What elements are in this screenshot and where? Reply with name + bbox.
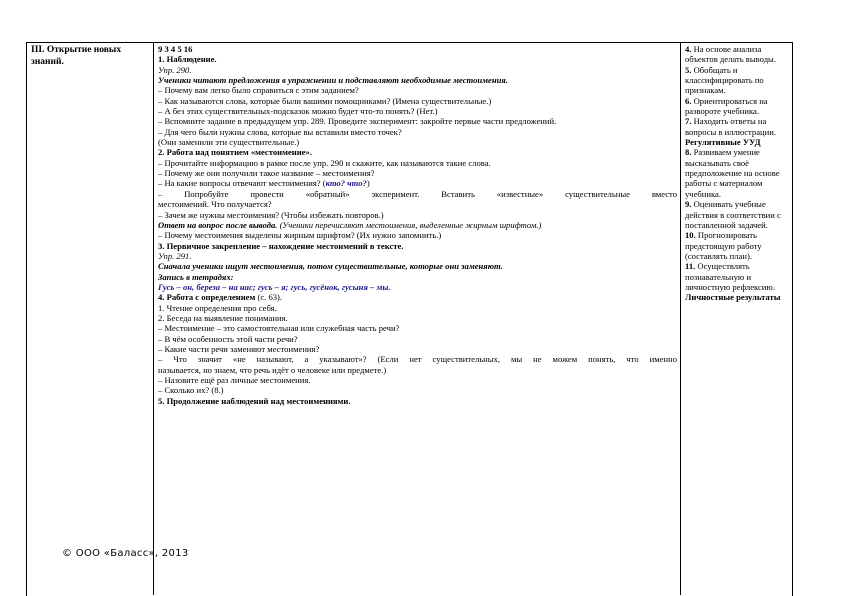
outcome-item <box>685 147 785 199</box>
item-text: Прогнозировать предстоящую работу (составлять план). <box>685 230 762 261</box>
answer: (Они заменили эти существительные.) <box>158 137 300 148</box>
section-title-text: 4. Работа с определением <box>158 292 256 303</box>
step: 1. Чтение определения про себя. <box>158 302 277 313</box>
item-text: Обобщать и классифицировать по признакам. <box>685 64 764 96</box>
outcome-group-title: Личностные результаты <box>685 292 781 303</box>
question: – Местоимение – это самостоятельная или служебная часть речи? <box>158 323 400 334</box>
question: – Прочитайте информацию в рамке после упр. 290 и скажите, как называются такие слова. <box>158 157 491 168</box>
outcome-item <box>685 65 785 96</box>
item-number: 9. <box>685 199 692 210</box>
page-ref: (с. 63). <box>255 292 283 303</box>
outcome-item <box>685 116 785 137</box>
question: – Зачем же нужны местоимения? (Чтобы избежать повторов.) <box>158 209 384 220</box>
note-label: Запись в тетрадях: <box>158 271 234 282</box>
item-text: Осуществлять познавательную и личностную рефлексию. <box>685 261 775 292</box>
outcome-item <box>685 96 785 117</box>
exercise-ref: Упр. 291. <box>158 250 192 261</box>
answer-note <box>158 220 677 230</box>
column-divider <box>680 42 681 595</box>
column-divider <box>153 42 154 595</box>
question-text: – На какие вопросы отвечают местоимения? ( <box>158 178 326 189</box>
question-text: ) <box>366 178 370 189</box>
item-text: Развиваем умение высказывать своё предположение на основе работы с материалом учебника. <box>685 147 780 199</box>
item-text: Находить ответы на вопросы в иллюстрации. <box>685 116 776 137</box>
answer-label: Ответ на вопрос после вывода. <box>158 219 278 230</box>
outcome-item <box>685 230 785 261</box>
question: – Почему местоимения выделены жирным шрифтом? (Их нужно запомнить.) <box>158 230 442 241</box>
item-text: Оценивать учебные действия в соответствии с поставленной задачей. <box>685 199 781 230</box>
section-title: 3. Первичное закрепление – нахождение местоимений в тексте. <box>158 240 404 251</box>
question: – Почему вам легко было справиться с этим заданием? <box>158 85 359 96</box>
item-number: 10. <box>685 230 696 241</box>
question: – Почему же они получили такое название – местоимения? <box>158 168 375 179</box>
copyright-footer: © ООО «Баласс», 2013 <box>62 548 189 559</box>
outcomes-column <box>685 44 785 303</box>
stage-heading: III. Открытие новых знаний. <box>31 45 122 67</box>
section-title: 1. Наблюдение. <box>158 54 217 65</box>
question: – Как называются слова, которые были вашими помощниками? (Имена существительные.) <box>158 95 492 106</box>
item-text: Ориентироваться на развороте учебника. <box>685 95 768 117</box>
question: – Какие части речи заменяют местоимения? <box>158 343 320 354</box>
stage-column <box>31 44 149 68</box>
question: называется, но знаем, что речь идёт о человеке или предмете.) <box>158 364 387 375</box>
instruction: Ученики читают предложения в упражнении и подставляют необходимые местоимения. <box>158 75 508 86</box>
question: – Назовите ещё раз личные местоимения. <box>158 375 311 385</box>
item-number: 6. <box>685 95 692 106</box>
outcome-group-title: Регулятивные УУД <box>685 137 761 148</box>
section-title <box>158 292 677 302</box>
item-number: 5. <box>685 64 692 75</box>
exercise-ref: Упр. 290. <box>158 64 192 75</box>
instruction: Сначала ученики ищут местоимения, потом существительные, которые они заменяют. <box>158 261 503 272</box>
highlighted-answer: кто? что? <box>325 178 367 189</box>
item-number: 11. <box>685 261 696 272</box>
outcome-item <box>685 44 785 65</box>
section-title: 2. Работа над понятием «местоимение». <box>158 147 312 158</box>
notebook-record: Гусь – он, береза – на нас; гусь – я; гусь, гусёнок, гусыня – мы. <box>158 281 391 292</box>
step: 2. Беседа на выявление понимания. <box>158 312 288 323</box>
item-number: 4. <box>685 44 692 54</box>
question: – А без этих существительных-подсказок можно будет что-то понять? (Нет.) <box>158 106 438 117</box>
question: – Сколько их? (8.) <box>158 385 224 396</box>
question: – Что значит «не называют, а указывают»? (Если нет существительных, мы не можем понять, что именно <box>158 354 677 365</box>
content-column <box>158 44 677 406</box>
question: – В чём особенность этой части речи? <box>158 333 298 344</box>
question: – Попробуйте провести «обратный» эксперимент. Вставить «известные» существительные вместо <box>158 188 677 199</box>
outcome-item <box>685 261 785 292</box>
answer-text: (Ученики перечисляют местоимения, выделенные жирным шрифтом.) <box>277 219 542 230</box>
question: местоимений. Что получается? <box>158 199 272 210</box>
item-number: 8. <box>685 147 692 158</box>
item-text: На основе анализа объектов делать выводы. <box>685 44 776 65</box>
section-title: 5. Продолжение наблюдений над местоимениями. <box>158 395 351 406</box>
question: – Вспомните задание в предыдущем упр. 289. Проведите эксперимент: закройте первые части предложений. <box>158 116 557 127</box>
outcome-item <box>685 199 785 230</box>
item-number: 7. <box>685 116 692 127</box>
slide-numbers: 9 3 4 5 16 <box>158 44 193 54</box>
question <box>158 178 677 188</box>
question: – Для чего были нужны слова, которые вы вставили вместо точек? <box>158 126 402 137</box>
